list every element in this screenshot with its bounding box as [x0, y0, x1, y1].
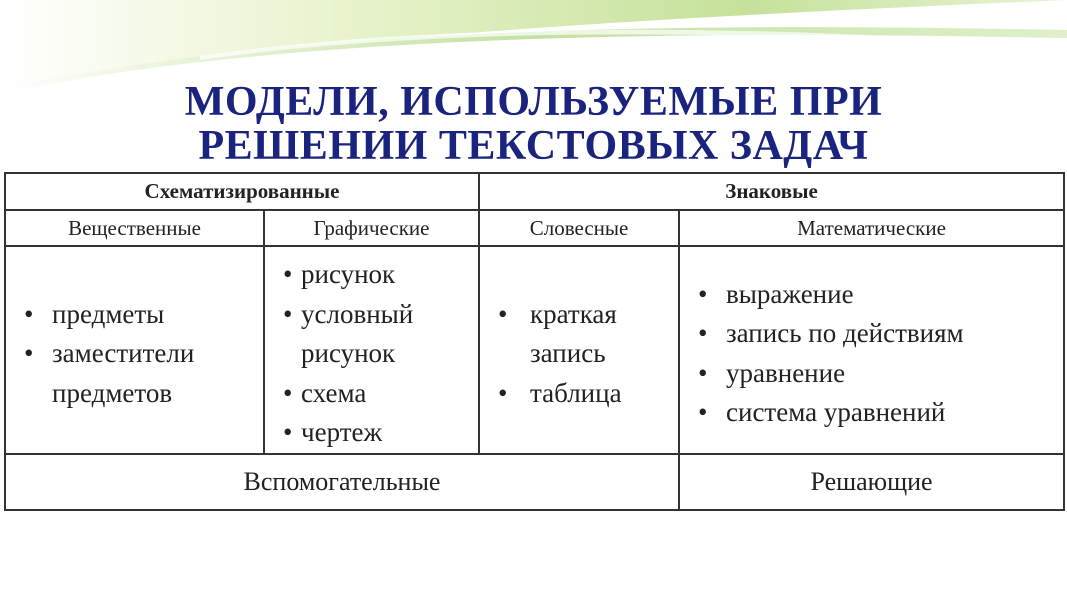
- page-title-line-2: РЕШЕНИИ ТЕКСТОВЫХ ЗАДАЧ: [198, 123, 869, 169]
- list-item: • запись по действиям: [694, 314, 1057, 354]
- footer-row: [5, 454, 1064, 510]
- list-item: • предметы: [20, 295, 257, 335]
- list-item: • чертеж: [279, 413, 472, 453]
- list-item: • условный рисунок: [279, 295, 472, 374]
- footer-solving: Решающие: [679, 454, 1064, 510]
- footer-auxiliary: Вспомогательные: [5, 454, 679, 510]
- group-header-row: [5, 173, 1064, 210]
- list-item: • заместители предметов: [20, 334, 257, 413]
- subheader-verbal: Словесные: [479, 210, 679, 246]
- page-title: [0, 80, 1067, 168]
- page-title-line-1: МОДЕЛИ, ИСПОЛЬЗУЕМЫЕ ПРИ: [184, 79, 883, 125]
- list-item: • таблица: [494, 374, 672, 414]
- list-item: • схема: [279, 374, 472, 414]
- subheader-graphic: Графические: [264, 210, 479, 246]
- subheader-row: [5, 210, 1064, 246]
- group-sign: Знаковые: [479, 173, 1064, 210]
- list-item: • рисунок: [279, 255, 472, 295]
- bullet-icon: •: [283, 298, 293, 329]
- list-item: • система уравнений: [694, 393, 1057, 433]
- bullet-icon: •: [283, 259, 293, 289]
- list-item: • выражение: [694, 275, 1057, 315]
- bullet-icon: •: [698, 357, 708, 388]
- cell-verbal: [479, 246, 679, 454]
- models-table: [4, 172, 1065, 511]
- list-item: • уравнение: [694, 354, 1057, 394]
- list-item: • краткая запись: [494, 295, 672, 374]
- bullet-icon: •: [24, 298, 34, 329]
- bullet-icon: •: [24, 338, 34, 368]
- bullet-icon: •: [698, 397, 708, 428]
- list-material: [6, 287, 263, 414]
- bullet-icon: •: [283, 417, 293, 447]
- group-schematic: Схематизированные: [5, 173, 479, 210]
- cell-mathematical: [679, 246, 1064, 454]
- bullet-icon: •: [283, 377, 293, 408]
- list-mathematical: [680, 267, 1063, 433]
- cell-graphic: [264, 246, 479, 454]
- bullet-icon: •: [498, 377, 508, 408]
- bullet-icon: •: [698, 318, 708, 349]
- bullet-icon: •: [698, 278, 708, 309]
- subheader-material: Вещественные: [5, 210, 264, 246]
- cell-material: [5, 246, 264, 454]
- subheader-mathematical: Математические: [679, 210, 1064, 246]
- list-graphic: [265, 247, 478, 453]
- items-row: [5, 246, 1064, 454]
- list-verbal: [480, 287, 678, 414]
- bullet-icon: •: [498, 298, 508, 329]
